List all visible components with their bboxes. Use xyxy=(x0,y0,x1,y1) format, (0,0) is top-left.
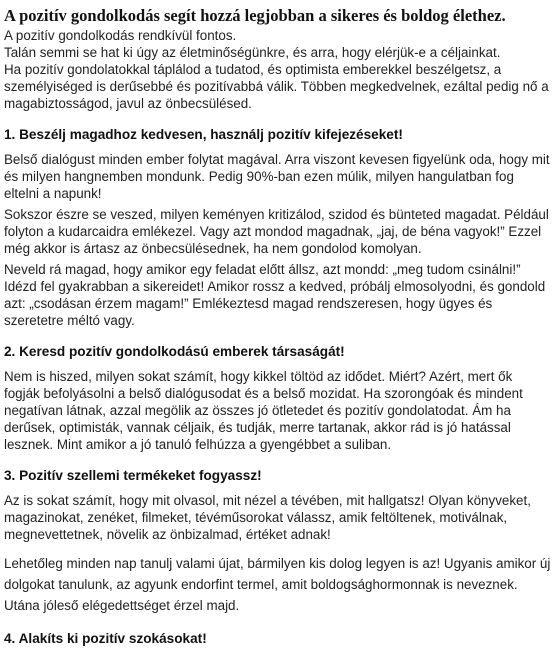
intro-paragraph: A pozitív gondolkodás rendkívül fontos. xyxy=(4,28,237,43)
article-title: A pozitív gondolkodás segít hozzá legjobban a sikeres és boldog élethez. xyxy=(4,6,506,25)
section-heading: 2. Keresd pozitív gondolkodású emberek társaságát! xyxy=(4,344,345,359)
section-paragraph: Nem is hiszed, milyen sokat számít, hogy kikkel töltöd az idődet. Miért? Azért, mert ők fogják befolyásolni a belső dialógusodat és a belső mozidat. Ha szorongóak és mindent negatívan látnak, azzal megölik az összes jó ötletedet és pozitív gondolatodat. Ám ha derűsek, optimisták, vannak céljaik, és tudják, merre tartanak, akkor rád is jó hatással lesznek. Mint amikor a jó tanuló felhúzza a gyengébbet a suliban. xyxy=(4,369,523,452)
section-paragraph: Lehetőleg minden nap tanulj valami újat, bármilyen kis dolog legyen is az! Ugyanis amikor új dolgokat tanulunk, az agyunk endorfint termel, amit boldogsághormonnak is neveznek. Utána jóleső elégedettséget érzel majd. xyxy=(4,556,551,613)
section-paragraph: Neveld rá magad, hogy amikor egy feladat előtt állsz, azt mondd: „meg tudom csinálni!” Idézd fel gyakrabban a sikereidet! Amikor rossz a kedved, próbálj elmosolyodni, és gondold azt: „csodásan érzem magam!” Emlékeztesd magad rendszeresen, hogy ügyes és szeretetre méltó vagy. xyxy=(4,262,546,328)
section-paragraph: Belső dialógust minden ember folytat magával. Arra viszont kevesen figyelünk oda, hogy mit és milyen hangnemben mondunk. Pedig 90%-ban ezen múlik, milyen hangulatban fog eltelni a napunk! xyxy=(4,152,550,201)
intro-paragraph: Ha pozitív gondolatokkal táplálod a tudatod, és optimista emberekkel beszélgetsz, a személyiséged is derűsebbé és pozitívabbá válik. Többen megkedvelnek, ezáltal pedig nő a magabiztosságod, javul az önbecsülésed. xyxy=(4,62,549,111)
section-heading: 1. Beszélj magadhoz kedvesen, használj pozitív kifejezéseket! xyxy=(4,127,403,142)
section-heading: 4. Alakíts ki pozitív szokásokat! xyxy=(4,631,207,646)
section-heading: 3. Pozitív szellemi termékeket fogyassz! xyxy=(4,468,262,483)
section-paragraph: Az is sokat számít, hogy mit olvasol, mit nézel a tévében, mit hallgatsz! Olyan könyveket, magazinokat, zenéket, filmeket, tévéműsorokat válassz, amik feltöltenek, motiválnak, megnevettetnek, növelik az önbizalmad, értéket adnak! xyxy=(4,493,531,542)
section-paragraph: Sokszor észre se veszed, milyen keményen kritizálod, szidod és bünteted magadat. Például folyton a kudarcaidra emlékezel. Vagy azt mondod magadnak, „jaj, de béna vagyok!” Ezzel még akkor is ártasz az önbecsülésednek, ha nem gondolod komolyan. xyxy=(4,207,549,256)
intro-paragraph: Talán semmi se hat ki úgy az életminőségünkre, és arra, hogy elérjük-e a céljainkat. xyxy=(4,45,501,60)
